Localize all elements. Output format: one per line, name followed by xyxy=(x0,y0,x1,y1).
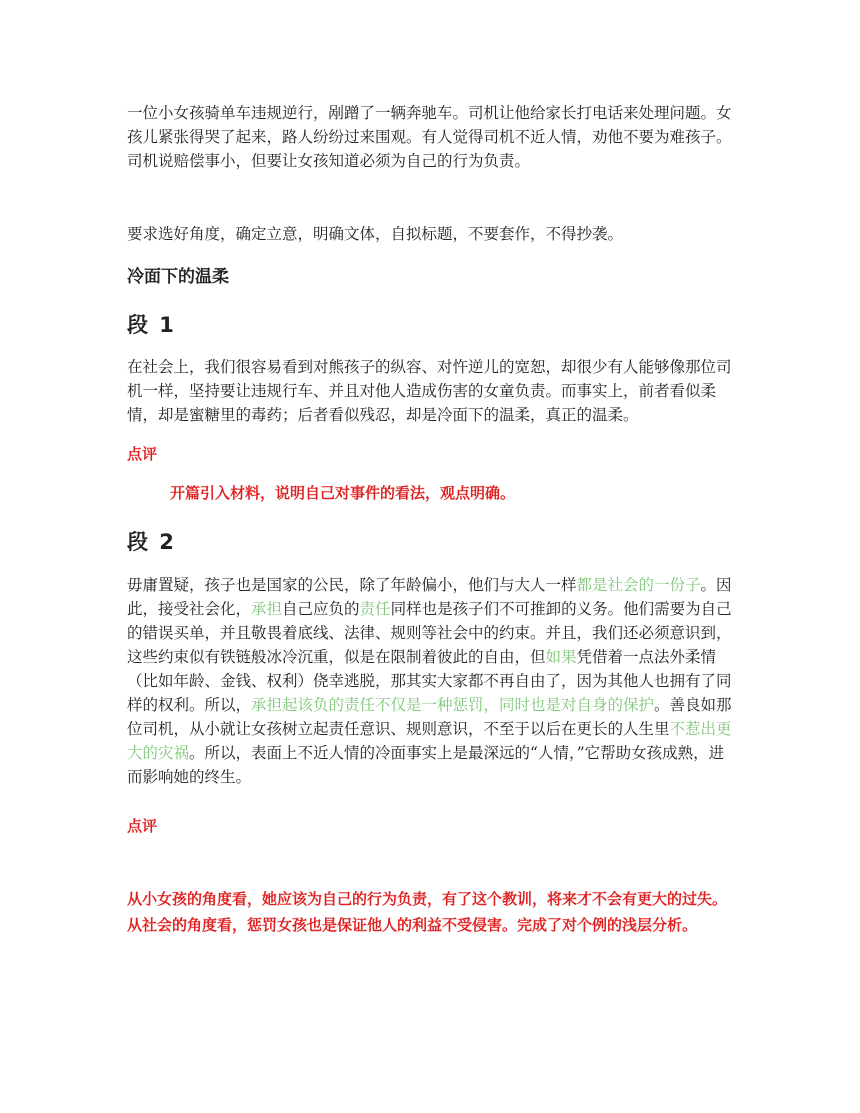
paragraph-text-run: 毋庸置疑，孩子也是国家的公民，除了年龄偏小，他们与大人一样 xyxy=(127,576,577,594)
material-paragraph: 一位小女孩骑单车违规逆行，剐蹭了一辆奔驰车。司机让他给家长打电话来处理问题。女孩儿紧张得哭了起来，路人纷纷过来围观。有人觉得司机不近人情，劝他不要为难孩子。司机说赔偿事小，但要让女孩知道必须为自己的行为负责。 xyxy=(127,104,732,170)
section-2-paragraph xyxy=(127,573,733,789)
section-2-comment: 从小女孩的角度看，她应该为自己的行为负责，有了这个教训，将来才不会有更大的过失。从社会的角度看，惩罚女孩也是保证他人的利益不受侵害。完成了对个例的浅层分析。 xyxy=(127,890,728,934)
paragraph-text-run: 凭借着一点法外柔情（比如年龄、金钱、权利）侥幸逃脱，那其实大家都不再自由了，因为其他人也拥有了同样的权利。所以， xyxy=(127,648,732,714)
highlighted-phrase: 如果 xyxy=(545,648,577,666)
highlighted-phrase: 不惹出更大的灾祸 xyxy=(127,720,732,762)
section-2-heading: 段 2 xyxy=(127,530,176,554)
section-1-paragraph: 在社会上，我们很容易看到对熊孩子的纵容、对忤逆儿的宽恕，却很少有人能够像那位司机一样，坚持要让违规行车、并且对他人造成伤害的女童负责。而事实上，前者看似柔情，却是蜜糖里的毒药；后者看似残忍，却是冷面下的温柔，真正的温柔。 xyxy=(127,358,732,424)
requirement-text: 要求选好角度，确定立意，明确文体，自拟标题，不要套作，不得抄袭。 xyxy=(127,225,624,243)
paragraph-text-run: 自己应负的 xyxy=(282,600,360,618)
section-2-comment-label: 点评 xyxy=(127,817,158,835)
essay-title: 冷面下的温柔 xyxy=(127,267,229,287)
section-1-heading: 段 1 xyxy=(127,313,176,337)
paragraph-text-run: 。所以，表面上不近人情的冷面事实上是最深远的“人情，”它帮助女孩成熟，进而影响她的终生。 xyxy=(127,744,725,786)
section-1-comment: 开篇引入材料，说明自己对事件的看法，观点明确。 xyxy=(170,484,516,502)
paragraph-text-run: 。善良如那位司机，从小就让女孩树立起责任意识、规则意识，不至于以后在更长的人生里 xyxy=(127,696,732,738)
paragraph-text-run: 同样也是孩子们不可推卸的义务。他们需要为自己的错误买单，并且敬畏着底线、法律、规则等社会中的约束。并且，我们还必须意识到，这些约束似有铁链般冰冷沉重，似是在限制着彼此的自由，但 xyxy=(127,600,732,666)
highlighted-phrase: 承担起该负的责任不仅是一种惩罚，同时也是对自身的保护 xyxy=(251,696,655,714)
highlighted-phrase: 责任 xyxy=(359,600,391,618)
paragraph-text-run: 。因此，接受社会化， xyxy=(127,576,732,618)
section-1-comment-label: 点评 xyxy=(127,445,158,463)
highlighted-phrase: 承担 xyxy=(251,600,283,618)
highlighted-phrase: 都是社会的一份子 xyxy=(576,576,701,594)
